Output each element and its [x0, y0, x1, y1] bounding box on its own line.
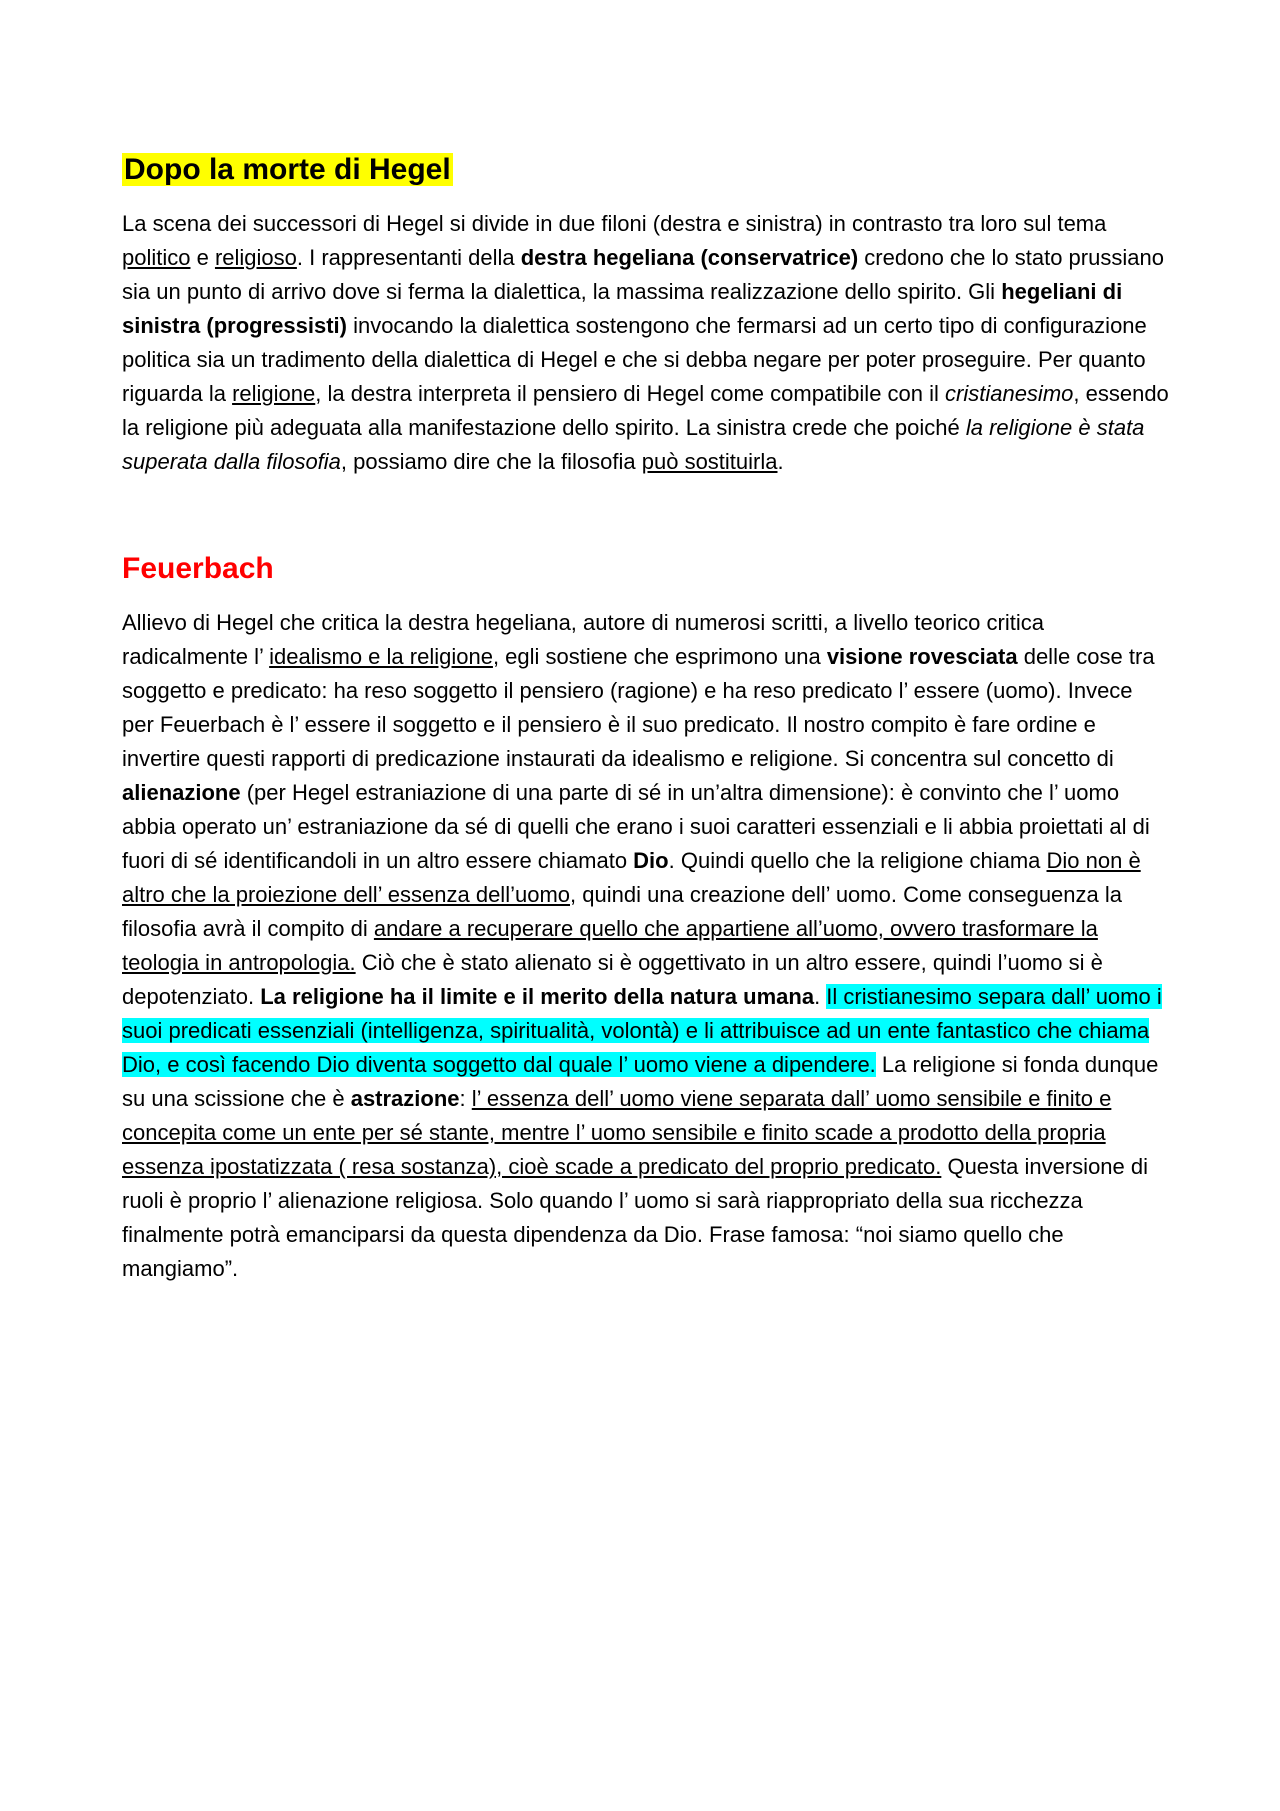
underlined-term: religione: [232, 381, 316, 406]
text-run: Questa inversione di ruoli è proprio l’ alienazione religiosa. Solo quando l’ uomo si sarà riappropriato della sua ricchezza finalmente potrà emanciparsi da questa dipendenza da Dio. Frase famosa: “noi siamo quello che mangiamo”.: [122, 1154, 1149, 1281]
section-title-feuerbach: Feuerbach: [122, 552, 274, 585]
italic-term: cristianesimo: [945, 381, 1074, 406]
underlined-phrase: Dio non è altro che la proiezione dell’ essenza dell’uomo: [122, 848, 1141, 907]
italic-term: la religione è stata superata dalla filosofia: [122, 415, 1145, 474]
text-run: , la destra interpreta il pensiero di Hegel come compatibile con il: [315, 381, 946, 406]
bold-term: alienazione: [122, 780, 241, 805]
text-run: Allievo di Hegel che critica la destra hegeliana, autore di numerosi scritti, a livello teorico critica radicalmente l’: [122, 610, 1044, 669]
text-run: , egli sostiene che esprimono una: [492, 644, 827, 669]
bold-term: destra hegeliana (conservatrice): [520, 245, 859, 270]
text-run: .: [814, 984, 827, 1009]
cyan-highlighted-sentence: Il cristianesimo separa dall’ uomo i suoi predicati essenziali (intelligenza, spiritualità, volontà) e li attribuisce ad un ente fantastico che chiama Dio, e così facendo Dio diventa soggetto dal quale l’ uomo viene a dipendere.: [122, 984, 1162, 1077]
text-run: .: [777, 449, 784, 474]
bold-term: visione rovesciata: [826, 644, 1018, 669]
text-run: , possiamo dire che la filosofia: [340, 449, 642, 474]
text-run: credono che lo stato prussiano sia un punto di arrivo dove si ferma la dialettica, la massima realizzazione dello spirito. Gli: [122, 245, 1164, 304]
underlined-term: religioso: [214, 245, 297, 270]
text-run: , essendo la religione più adeguata alla manifestazione dello spirito. La sinistra crede che poiché: [122, 381, 1169, 440]
underlined-phrase: l’ essenza dell’ uomo viene separata dall’ uomo sensibile e finito e concepita come un ente per sé stante, mentre l’ uomo sensibile e finito scade a prodotto della propria essenza ipostatizzata ( resa sostanza), cioè scade a predicato del proprio predicato.: [122, 1086, 1112, 1179]
text-run: Ciò che è stato alienato si è oggettivato in un altro essere, quindi l’uomo si è depotenziato.: [122, 950, 1103, 1009]
text-run: invocando la dialettica sostengono che fermarsi ad un certo tipo di configurazione politica sia un tradimento della dialettica di Hegel e che si debba negare per poter proseguire. Per quanto riguarda la: [122, 313, 1147, 406]
bold-term: astrazione: [350, 1086, 460, 1111]
paragraph-feuerbach: [122, 606, 1170, 1286]
text-run: La religione si fonda dunque su una scissione che è: [122, 1052, 1159, 1111]
bold-term: Dio: [633, 848, 669, 873]
section-title-hegel: [122, 150, 1170, 189]
text-run: e: [190, 245, 215, 270]
document-content: [122, 150, 1170, 1286]
underlined-term: può sostituirla: [641, 449, 778, 474]
bold-sentence: La religione ha il limite e il merito della natura umana: [260, 984, 815, 1009]
text-run: La scena dei successori di Hegel si divide in due filoni (destra e sinistra) in contrasto tra loro sul tema: [122, 211, 1107, 236]
underlined-term: idealismo e la religione: [269, 644, 493, 669]
text-run: . I rappresentanti della: [296, 245, 521, 270]
text-run: :: [459, 1086, 472, 1111]
paragraph-hegel-successors: [122, 207, 1170, 479]
underlined-phrase: andare a recuperare quello che appartiene all’uomo, ovvero trasformare la teologia in antropologia.: [122, 916, 1098, 975]
text-run: , quindi una creazione dell’ uomo. Come conseguenza la filosofia avrà il compito di: [122, 882, 1122, 941]
text-run: (per Hegel estraniazione di una parte di sé in un’altra dimensione): è convinto che l’ uomo abbia operato un’ estraniazione da sé di quelli che erano i suoi caratteri essenziali e li abbia proiettati al di fuori di sé identificandoli in un altro essere chiamato: [122, 780, 1150, 873]
text-run: delle cose tra soggetto e predicato: ha reso soggetto il pensiero (ragione) e ha reso predicato l’ essere (uomo). Invece per Feuerbach è l’ essere il soggetto e il pensiero è il suo predicato. Il nostro compito è fare ordine e invertire questi rapporti di predicazione instaurati da idealismo e religione. Si concentra sul concetto di: [122, 644, 1155, 771]
highlighted-title: Dopo la morte di Hegel: [124, 153, 451, 186]
underlined-term: politico: [122, 245, 191, 270]
bold-term: hegeliani di sinistra (progressisti): [122, 279, 1123, 338]
text-run: . Quindi quello che la religione chiama: [668, 848, 1047, 873]
